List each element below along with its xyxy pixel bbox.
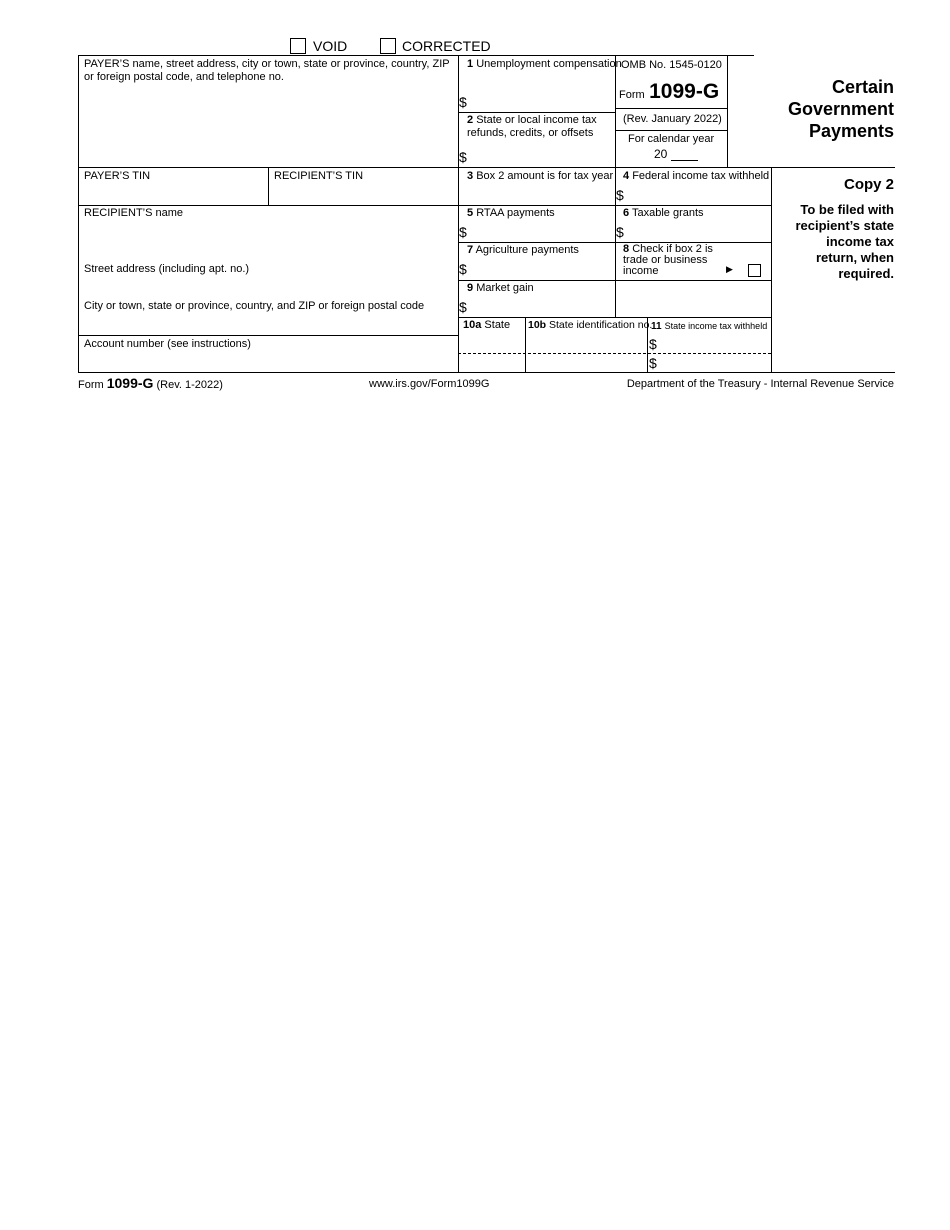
line-167 — [78, 167, 895, 168]
corrected-checkbox[interactable] — [380, 38, 396, 54]
line-130-omb — [615, 130, 727, 131]
city-label: City or town, state or province, country, and ZIP or foreign postal code — [84, 300, 425, 312]
omb-right-border — [727, 55, 728, 167]
line-242 — [458, 242, 771, 243]
form-number-heading: Form 1099-G — [619, 80, 720, 103]
line-317 — [458, 317, 771, 318]
box5-dollar: $ — [459, 224, 467, 240]
box3-label: 3 Box 2 amount is for tax year — [467, 170, 614, 182]
box8-label: 8 Check if box 2 is trade or business income — [623, 243, 713, 277]
omb-number: OMB No. 1545-0120 — [621, 59, 722, 71]
tin-divider — [268, 167, 269, 205]
box11-dollar-2: $ — [649, 355, 657, 371]
box8-checkbox[interactable] — [748, 264, 761, 277]
box10a-label: 10a State — [463, 319, 511, 331]
recipient-name-label: RECIPIENT’S name — [84, 207, 184, 219]
box10b-label: 10b State identification no. — [528, 319, 653, 331]
form-left-border — [78, 55, 79, 373]
footer-url: www.irs.gov/Form1099G — [369, 378, 490, 390]
box11-label: 11 State income tax withheld — [651, 321, 768, 332]
form-top-border — [78, 55, 754, 56]
box1-label: 1 Unemployment compensation — [467, 58, 622, 70]
year-prefix: 20 — [654, 147, 668, 161]
payer-name-label: PAYER’S name, street address, city or town, state or province, country, ZIP or foreign postal code, and telephone no. — [84, 58, 450, 83]
street-address-label: Street address (including apt. no.) — [84, 263, 250, 275]
box7-label: 7 Agriculture payments — [467, 244, 579, 256]
line-335 — [78, 335, 458, 336]
box9-dollar: $ — [459, 299, 467, 315]
footer-form-id: Form 1099-G (Rev. 1-2022) — [78, 375, 223, 391]
line-205 — [78, 205, 771, 206]
calendar-year-label: For calendar year — [628, 133, 715, 145]
year-underline — [671, 160, 698, 161]
copy-description: To be filed with recipient’s state income tax return, when required. — [795, 202, 894, 281]
payer-tin-label: PAYER’S TIN — [84, 170, 151, 182]
right-column-border — [771, 167, 772, 373]
box2-label: 2 State or local income tax refunds, credits, or offsets — [467, 114, 597, 139]
dashed-line-353 — [458, 353, 771, 354]
corrected-label: CORRECTED — [402, 38, 491, 54]
divider-10a-10b — [525, 317, 526, 373]
box9-label: 9 Market gain — [467, 282, 534, 294]
form-title: Certain Government Payments — [787, 77, 894, 141]
box2-dollar: $ — [459, 149, 467, 165]
box7-dollar: $ — [459, 261, 467, 277]
void-label: VOID — [313, 38, 348, 54]
box6-label: 6 Taxable grants — [623, 207, 704, 219]
line-280 — [458, 280, 771, 281]
form-bottom-border — [78, 372, 895, 373]
box6-dollar: $ — [616, 224, 624, 240]
box4-dollar: $ — [616, 187, 624, 203]
box5-label: 5 RTAA payments — [467, 207, 555, 219]
box1-dollar: $ — [459, 94, 467, 110]
box8-arrow-icon: ▶ — [726, 264, 733, 274]
line-112-box1 — [458, 112, 615, 113]
box4-label: 4 Federal income tax withheld — [623, 170, 770, 182]
copy-label: Copy 2 — [843, 176, 894, 193]
footer-department: Department of the Treasury - Internal Revenue Service — [626, 378, 894, 390]
void-checkbox[interactable] — [290, 38, 306, 54]
box11-dollar-1: $ — [649, 336, 657, 352]
account-number-label: Account number (see instructions) — [84, 338, 251, 350]
line-108-omb — [615, 108, 727, 109]
form-revision: (Rev. January 2022) — [623, 113, 722, 125]
recipient-tin-label: RECIPIENT’S TIN — [274, 170, 364, 182]
